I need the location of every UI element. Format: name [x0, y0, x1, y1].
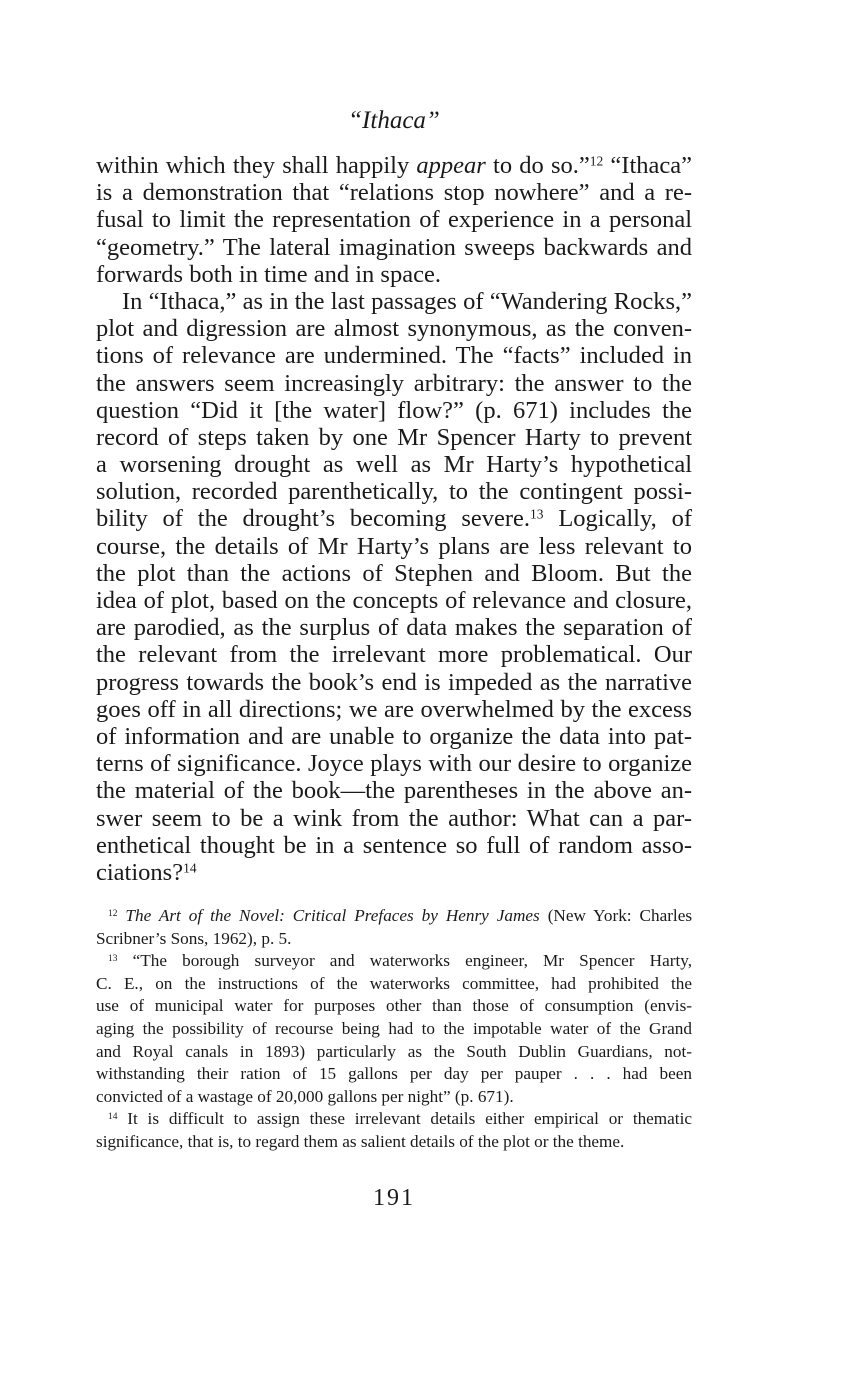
text-run: question “Did it [the water] flow?” (p. 671) includes the — [96, 396, 692, 424]
body-line — [96, 342, 692, 369]
text-run: use of municipal water for purposes other than those of consumption (envis- — [96, 996, 692, 1016]
text-run: withstanding their ration of 15 gallons per day per pauper . . . had been — [96, 1064, 692, 1084]
body-line — [96, 832, 692, 859]
footnote-marker: 14 — [108, 1112, 118, 1123]
footnote-marker: 14 — [183, 860, 197, 876]
text-run: significance, that is, to regard them as salient details of the plot or the theme. — [96, 1131, 625, 1151]
italic-text: The Art of the Novel: Critical Prefaces by Henry James — [125, 906, 540, 925]
text-run: fusal to limit the representation of experience in a personal — [96, 206, 692, 234]
text-run: swer seem to be a wink from the author: What can a par- — [96, 804, 692, 832]
text-run: progress towards the book’s end is impeded as the narrative — [96, 668, 692, 696]
body-line — [96, 723, 692, 750]
body-line — [96, 152, 692, 179]
footnote-line — [96, 1131, 692, 1154]
footnote-marker: 13 — [108, 954, 118, 964]
body-line — [96, 560, 692, 587]
body-line — [96, 424, 692, 451]
text-run: aging the possibility of recourse being had to the impotable water of the Grand — [96, 1018, 692, 1038]
body-line — [96, 179, 692, 206]
running-head: “Ithaca” — [348, 107, 440, 134]
page-number: 191 — [373, 1185, 415, 1211]
text-run: forwards both in time and in space. — [96, 260, 441, 288]
text-run: the relevant from the irrelevant more problematical. Our — [96, 641, 692, 669]
footnote-line — [96, 1063, 692, 1086]
text-run: to do so.” — [485, 152, 590, 179]
text-run: of information and are unable to organize the data into pat- — [96, 722, 692, 750]
footnote-line — [96, 905, 692, 928]
text-run: and Royal canals in 1893) particularly as the South Dublin Guardians, not- — [96, 1041, 692, 1061]
body-text — [96, 152, 692, 886]
text-run: is a demonstration that “relations stop nowhere” and a re- — [96, 179, 692, 207]
text-run: bility of the drought’s becoming severe. — [96, 505, 531, 533]
body-line — [96, 750, 692, 777]
footnote-line — [96, 1108, 692, 1131]
text-run: “geometry.” The lateral imagination sweeps backwards and — [96, 233, 692, 261]
text-run: solution, recorded parenthetically, to the contingent possi- — [96, 478, 692, 506]
text-run: terns of significance. Joyce plays with our desire to organize — [96, 750, 692, 778]
text-run: within which they shall happily — [96, 152, 417, 179]
body-line — [96, 370, 692, 397]
body-line — [96, 805, 692, 832]
footnote-line — [96, 973, 692, 996]
text-run: the answers seem increasingly arbitrary: the answer to the — [96, 369, 692, 397]
text-run: idea of plot, based on the concepts of relevance and closure, — [96, 587, 692, 614]
footnote-line — [96, 1041, 692, 1064]
footnote-marker: 12 — [589, 153, 604, 169]
text-run: the material of the book—the parentheses in the above an- — [96, 777, 692, 805]
footnote-line — [96, 928, 692, 951]
footnotes — [96, 905, 692, 1154]
text-run: It is difficult to assign these irrelevant details either empirical or thematic — [117, 1109, 692, 1129]
body-line — [96, 261, 692, 288]
body-line — [96, 859, 692, 886]
text-run: plot and digression are almost synonymous, as the conven- — [96, 315, 692, 343]
body-line — [96, 315, 692, 342]
book-page — [96, 0, 692, 1380]
text-run: tions of relevance are undermined. The “facts” included in — [96, 342, 692, 370]
footnote-marker: 12 — [108, 908, 118, 919]
body-line — [96, 533, 692, 560]
body-line — [96, 478, 692, 505]
text-run: “The borough surveyor and waterworks engineer, Mr Spencer Harty, — [117, 951, 692, 971]
footnote-marker: 13 — [530, 507, 544, 523]
text-run: the plot than the actions of Stephen and Bloom. But the — [96, 559, 692, 587]
text-run: course, the details of Mr Harty’s plans are less relevant to — [96, 532, 692, 560]
text-run: convicted of a wastage of 20,000 gallons per night” (p. 671). — [96, 1086, 514, 1106]
text-run: Logically, of — [543, 505, 692, 533]
body-line — [96, 288, 692, 315]
body-line — [96, 777, 692, 804]
body-line — [96, 397, 692, 424]
text-run: a worsening drought as well as Mr Harty’s hypothetical — [96, 451, 692, 479]
body-line — [96, 669, 692, 696]
text-run: In “Ithaca,” as in the last passages of “Wandering Rocks,” — [122, 287, 692, 315]
italic-text: appear — [416, 152, 486, 179]
text-run: Scribner’s Sons, 1962), p. 5. — [96, 928, 292, 948]
body-line — [96, 614, 692, 641]
body-line — [96, 505, 692, 532]
body-line — [96, 234, 692, 261]
text-run: (New York: Charles — [539, 906, 693, 925]
footnote-line — [96, 1086, 692, 1109]
text-run: ciations? — [96, 858, 184, 886]
text-run: record of steps taken by one Mr Spencer Harty to prevent — [96, 423, 692, 451]
text-run: goes off in all directions; we are overwhelmed by the excess — [96, 695, 692, 723]
body-line — [96, 206, 692, 233]
text-run: are parodied, as the surplus of data makes the separation of — [96, 614, 692, 642]
body-line — [96, 696, 692, 723]
body-line — [96, 587, 692, 614]
text-run: C. E., on the instructions of the waterworks committee, had prohibited the — [96, 973, 692, 993]
body-line — [96, 641, 692, 668]
body-line — [96, 451, 692, 478]
footnote-line — [96, 1018, 692, 1041]
text-run: “Ithaca” — [603, 152, 692, 179]
text-run: enthetical thought be in a sentence so full of random asso- — [96, 831, 692, 859]
footnote-line — [96, 995, 692, 1018]
footnote-line — [96, 950, 692, 973]
